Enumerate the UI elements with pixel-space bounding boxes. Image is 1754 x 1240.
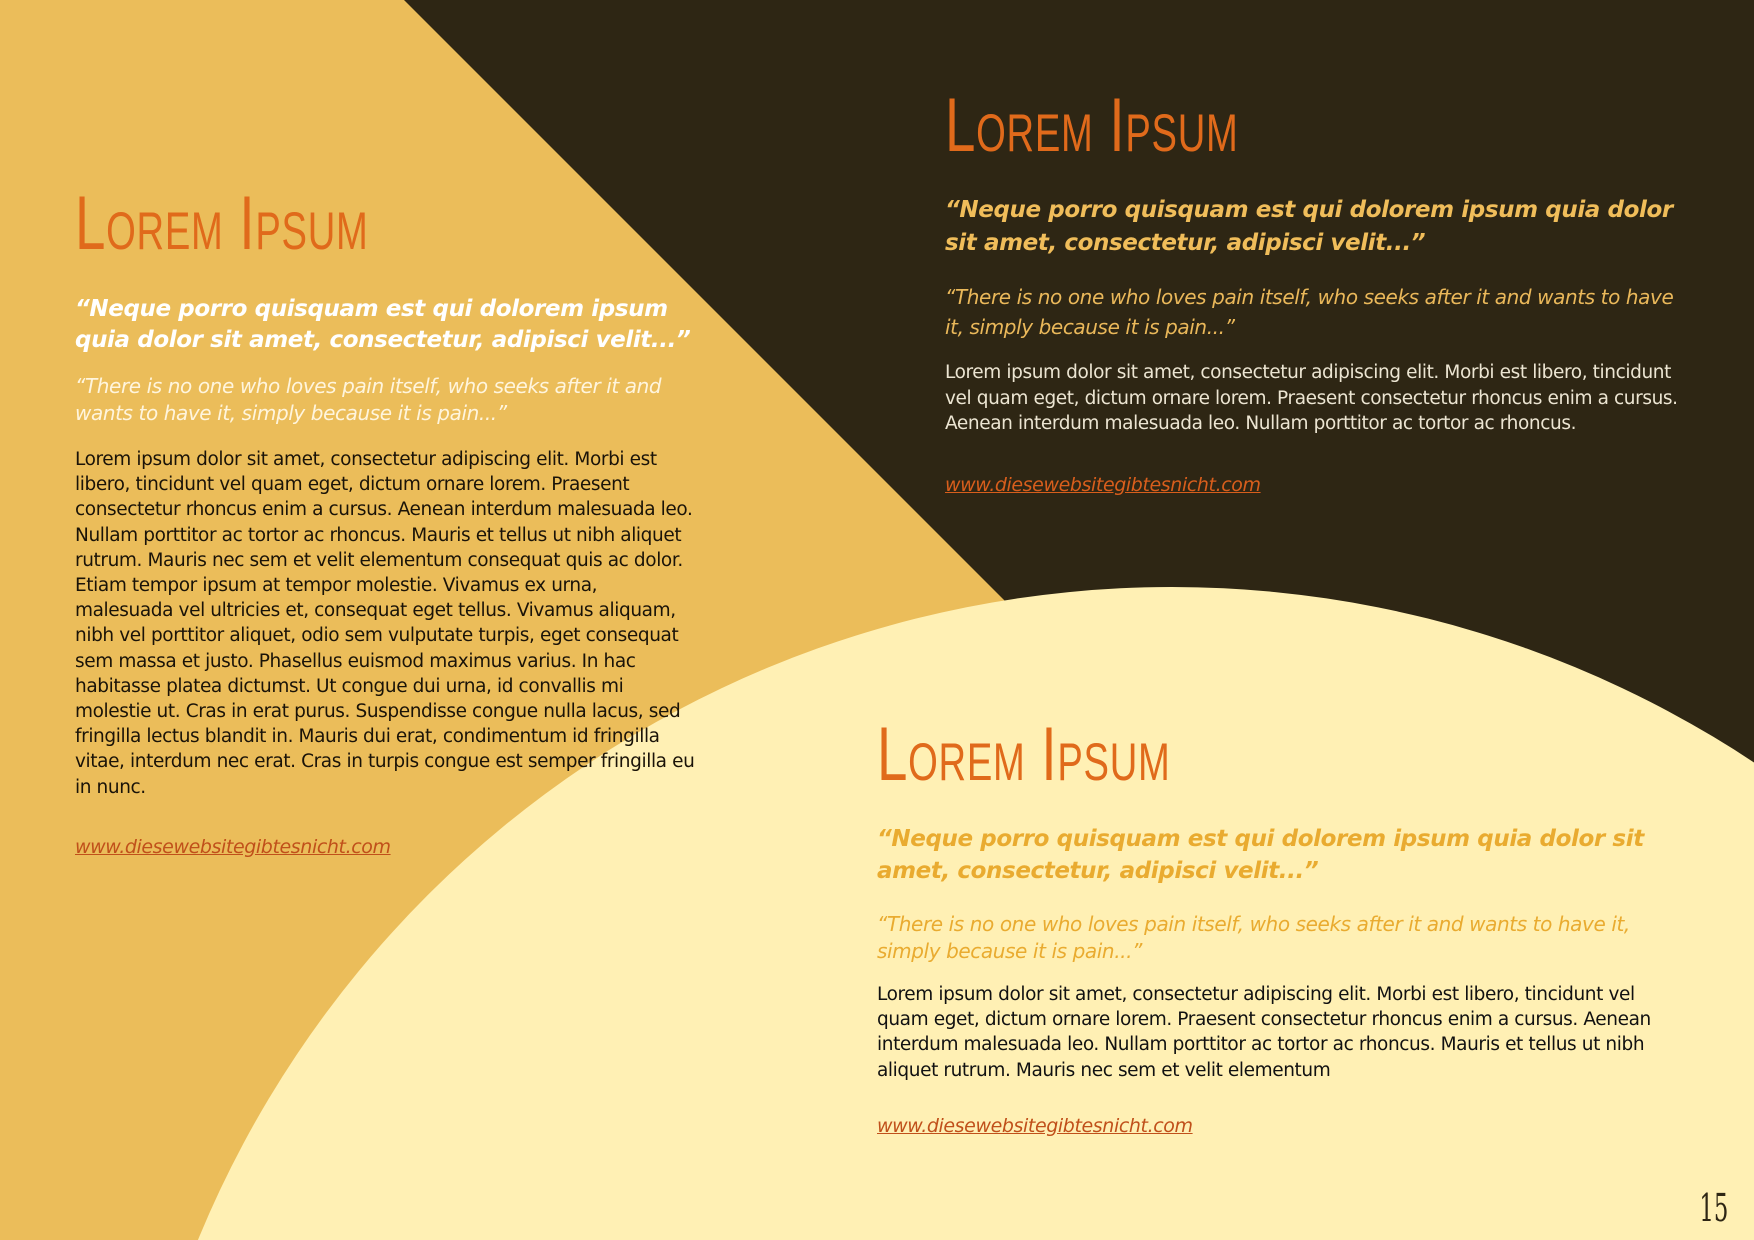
left-article [75,181,700,858]
bottom-article [877,712,1677,1137]
left-title: Lorem Ipsum [75,181,369,266]
bottom-quote-main: “Neque porro quisquam est qui dolorem ipsum quia dolor sit amet, consectetur, adipisci velit...” [877,826,1644,884]
bottom-quote-sub: “There is no one who loves pain itself, who seeks after it and wants to have it, simply because it is pain...” [877,912,1630,963]
right-quote-sub: “There is no one who loves pain itself, who seeks after it and wants to have it, simply because it is pain...” [945,285,1674,339]
left-quote-main: “Neque porro quisquam est qui dolorem ipsum quia dolor sit amet, consectetur, adipisci velit...” [75,296,691,353]
right-title: Lorem Ipsum [945,83,1239,168]
right-quote-main: “Neque porro quisquam est qui dolorem ipsum quia dolor sit amet, consectetur, adipisci velit...” [945,197,1673,256]
right-body-text: Lorem ipsum dolor sit amet, consectetur adipiscing elit. Morbi est libero, tincidunt vel quam eget, dictum ornare lorem. Praesent consectetur rhoncus enim a cursus. Aenean interdum malesuada leo. Nullam porttitor ac tortor ac rhoncus. [945,362,1678,434]
right-article [945,83,1680,496]
left-body-text: Lorem ipsum dolor sit amet, consectetur adipiscing elit. Morbi est libero, tincidunt vel quam eget, dictum ornare lorem. Praesent consectetur rhoncus enim a cursus. Aenean interdum malesuada leo. Nullam porttitor ac tortor ac rhoncus. Mauris et tellus ut nibh aliquet rutrum. Mauris nec sem et velit elementum consequat quis ac dolor. Etiam tempor ipsum at tempor molestie. Vivamus ex urna, malesuada vel ultricies et, consequat eget tellus. Vivamus aliquam, nibh vel porttitor aliquet, odio sem vulputate turpis, eget consequat sem massa et justo. Phasellus euismod maximus varius. In hac habitasse platea dictumst. Ut congue dui urna, id convallis mi molestie ut. Cras in erat purus. Suspendisse congue nulla lacus, sed fringilla lectus blandit in. Mauris dui erat, condimentum id fringilla vitae, interdum nec erat. Cras in turpis congue est semper fringilla eu in nunc. [75,449,695,798]
right-website-link[interactable]: www.diesewebsitegibtesnicht.com [945,473,1261,496]
bottom-title: Lorem Ipsum [877,712,1171,797]
left-quote-sub: “There is no one who loves pain itself, who seeks after it and wants to have it, simply because it is pain...” [75,374,662,425]
bottom-website-link[interactable]: www.diesewebsitegibtesnicht.com [877,1114,1193,1137]
page-number: 15 [1698,1186,1728,1230]
left-website-link[interactable]: www.diesewebsitegibtesnicht.com [75,835,391,858]
bottom-body-text: Lorem ipsum dolor sit amet, consectetur adipiscing elit. Morbi est libero, tincidunt vel quam eget, dictum ornare lorem. Praesent consectetur rhoncus enim a cursus. Aenean interdum malesuada leo. Nullam porttitor ac tortor ac rhoncus. Mauris et tellus ut nibh aliquet rutrum. Mauris nec sem et velit elementum [877,984,1651,1081]
